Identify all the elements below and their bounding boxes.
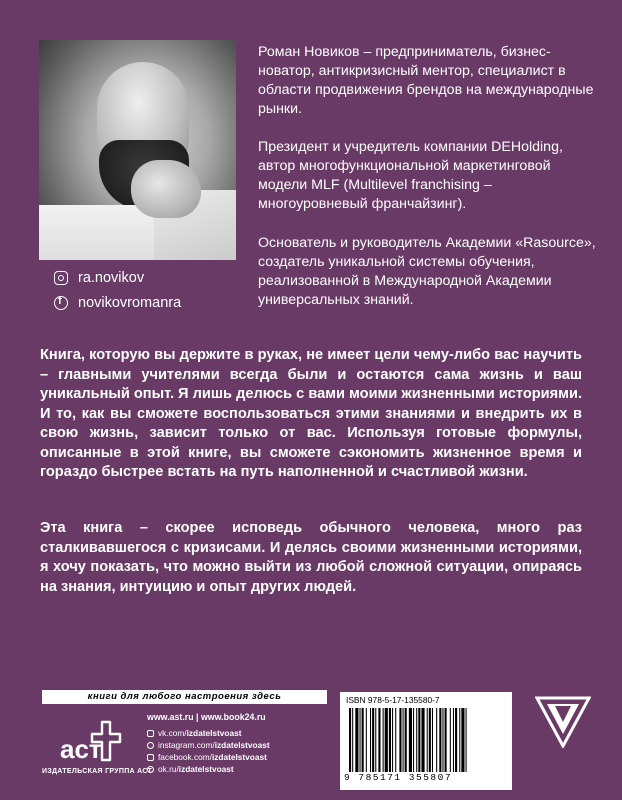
ast-logo-icon — [58, 720, 126, 762]
barcode-bar — [439, 708, 441, 772]
barcode-bar — [372, 708, 374, 772]
barcode-bar — [366, 708, 367, 772]
barcode-bar — [399, 708, 401, 772]
barcode-bar — [392, 708, 393, 772]
barcode-digits: 9 785171 355807 — [344, 772, 453, 783]
publisher-links — [147, 711, 270, 775]
barcode-bar — [453, 708, 454, 772]
barcode-bar — [466, 708, 467, 772]
barcode-bar — [445, 708, 447, 772]
barcode-bar — [432, 708, 433, 772]
barcode-bar — [450, 708, 451, 772]
barcode-bar — [416, 708, 417, 772]
barcode-bar — [405, 708, 407, 772]
barcode-bar — [360, 708, 361, 772]
barcode-bar — [352, 708, 353, 772]
barcode-bar — [389, 708, 391, 772]
instagram-small-icon — [147, 742, 154, 749]
vk-icon — [147, 730, 154, 737]
barcode-bar — [442, 708, 443, 772]
v-publisher-logo-icon — [535, 696, 591, 748]
isbn-label: ISBN 978-5-17-135580-7 — [346, 695, 440, 705]
barcode-bar — [418, 708, 420, 772]
barcode-bar — [385, 708, 388, 772]
link-instagram[interactable]: instagram.com/izdatelstvoast — [147, 739, 270, 751]
barcode-bar — [413, 708, 414, 772]
social-facebook[interactable] — [54, 295, 181, 311]
barcode-bar — [362, 708, 364, 772]
facebook-icon — [54, 296, 68, 310]
barcode-bar — [395, 708, 396, 772]
author-bio-paragraph-2: Президент и учредитель компании DEHolding, автор многофункциональной маркетинговой модели MLF (Multilevel franchising – многоуровневый франчайзинг). — [258, 139, 563, 212]
barcode-bar — [370, 708, 371, 772]
barcode-bar — [436, 708, 437, 772]
barcode-bar — [409, 708, 412, 772]
barcode-bar — [427, 708, 428, 772]
author-photo — [39, 40, 236, 260]
barcode-bar — [378, 708, 380, 772]
barcode-bar — [375, 708, 376, 772]
publisher-sites[interactable]: www.ast.ru | www.book24.ru — [147, 712, 266, 722]
isbn-barcode-box — [340, 692, 512, 790]
link-facebook[interactable]: facebook.com/izdatelstvoast — [147, 751, 270, 763]
publisher-slogan: книги для любого настроения здесь — [42, 690, 327, 704]
barcode-bar — [383, 708, 384, 772]
barcode-bar — [461, 708, 464, 772]
link-ok[interactable]: ok.ru/izdatelstvoast — [147, 763, 270, 775]
facebook-handle: novikovromanra — [78, 295, 182, 311]
author-bio-paragraph-3: Основатель и руководитель Академии «Rasource», создатель уникальной системы обучения, реализованной в Международной Академии универсальных знаний. — [258, 235, 596, 308]
barcode-bar — [349, 708, 351, 772]
barcode-bar — [455, 708, 457, 772]
barcode-bar — [421, 708, 424, 772]
description-paragraph-2: Эта книга – скорее исповедь обычного человека, много раз сталкивавшегося с кризисами. И делясь своими жизненными историями, я хочу показать, что можно выйти из любой сложной ситуации, опираясь на знания, интуицию и опыт других людей. — [40, 520, 582, 595]
barcode-bar — [355, 708, 358, 772]
link-vk[interactable]: vk.com/izdatelstvoast — [147, 727, 270, 739]
author-bio-paragraph-1: Роман Новиков – предприниматель, бизнес-новатор, антикризисный ментор, специалист в области продвижения брендов на международные рынки. — [258, 44, 594, 117]
barcode-icon — [347, 708, 503, 772]
instagram-icon — [54, 271, 68, 285]
facebook-small-icon — [147, 754, 154, 761]
ast-logo-text: аст — [60, 734, 102, 762]
barcode-bar — [459, 708, 460, 772]
photo-hand — [131, 160, 201, 218]
barcode-bar — [429, 708, 431, 772]
description-paragraph-1: Книга, которую вы держите в руках, не имеет цели чему-либо вас научить – главными учителями всегда были и остаются сама жизнь и ваш уникальный опыт. Я лишь делюсь с вами моими жизненными историями. И то, как вы сможете воспользоваться этими знаниями и внедрить их в свою жизнь, зависит только от вас. Используя готовые формулы, описанные в этой книге, вы сможете сэкономить жизненное время и гораздо быстрее встать на путь наполненной и счастливой жизни. — [40, 347, 582, 480]
barcode-bar — [403, 708, 404, 772]
social-instagram[interactable] — [54, 270, 144, 286]
ok-icon — [147, 766, 154, 773]
instagram-handle: ra.novikov — [78, 270, 145, 286]
publisher-caption: ИЗДАТЕЛЬСКАЯ ГРУППА АСТ — [42, 768, 153, 775]
